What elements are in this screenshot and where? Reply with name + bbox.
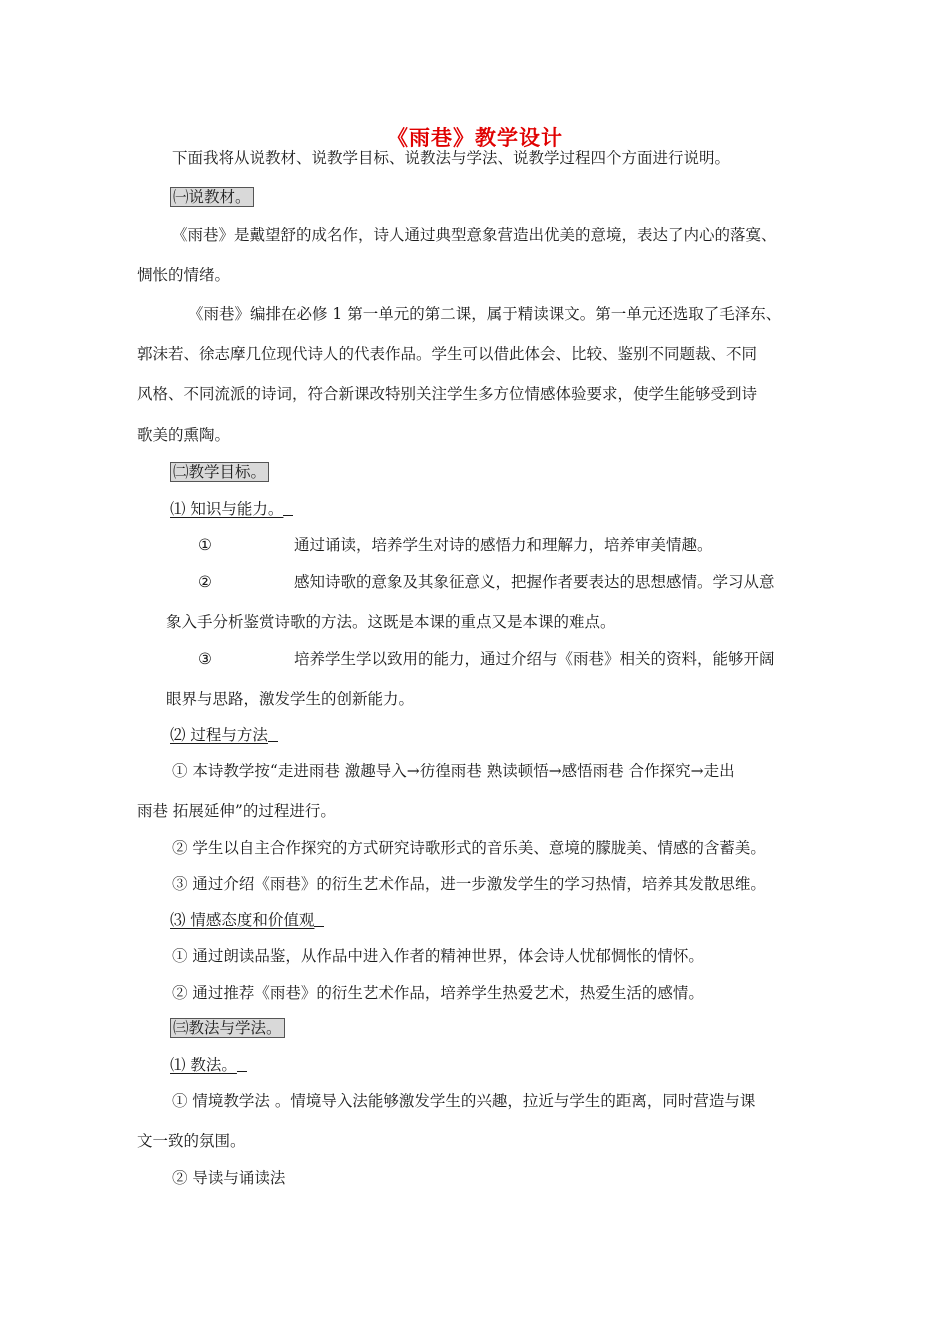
subheading-process: ⑵ 过程与方法: [170, 725, 278, 745]
paragraph-line: 歌美的熏陶。: [137, 426, 231, 444]
section-heading-methods-label: ㈢教法与学法。: [170, 1018, 285, 1038]
list-item: ③ 通过介绍《雨巷》的衍生艺术作品，进一步激发学生的学习热情，培养其发散思维。: [172, 875, 766, 893]
section-heading-textbook-label: ㈠说教材。: [170, 187, 254, 207]
list-item: ① 本诗教学按“走进雨巷 激趣导入→彷徨雨巷 熟读顿悟→感悟雨巷 合作探究→走出: [172, 762, 735, 780]
subheading-emotion: ⑶ 情感态度和价值观: [170, 910, 324, 930]
list-item: ③ 培养学生学以致用的能力，通过介绍与《雨巷》相关的资料，能够开阔: [198, 650, 775, 668]
subheading-teaching-method: ⑴ 教法。: [170, 1055, 247, 1075]
list-item-continuation: 象入手分析鉴赏诗歌的方法。这既是本课的重点又是本课的难点。: [166, 613, 616, 631]
list-item: ② 感知诗歌的意象及其象征意义，把握作者要表达的思想感情。学习从意: [198, 573, 775, 591]
list-item-continuation: 文一致的氛围。: [137, 1132, 246, 1150]
section-heading-objectives-label: ㈡教学目标。: [170, 462, 269, 482]
list-item-continuation: 雨巷 拓展延伸”的过程进行。: [137, 802, 336, 820]
paragraph-line: 郭沫若、徐志摩几位现代诗人的代表作品。学生可以借此体会、比较、鉴别不同题裁、不同: [137, 345, 758, 363]
document-title: 《雨巷》教学设计: [387, 125, 563, 150]
subheading-knowledge: ⑴ 知识与能力。: [170, 499, 293, 519]
section-heading-objectives: [170, 462, 269, 482]
list-item-continuation: 眼界与思路，激发学生的创新能力。: [166, 690, 415, 708]
list-item: ① 通过朗读品鉴，从作品中进入作者的精神世界，体会诗人忧郁惆怅的情怀。: [172, 947, 704, 965]
list-item: ① 通过诵读，培养学生对诗的感悟力和理解力，培养审美情趣。: [198, 536, 713, 554]
list-item: ② 学生以自主合作探究的方式研究诗歌形式的音乐美、意境的朦胧美、情感的含蓄美。: [172, 839, 766, 857]
list-item: ② 通过推荐《雨巷》的衍生艺术作品，培养学生热爱艺术，热爱生活的感情。: [172, 984, 704, 1002]
section-heading-textbook: [170, 187, 254, 207]
section-heading-methods: [170, 1018, 285, 1038]
paragraph-line: 《雨巷》编排在必修 1 第一单元的第二课，属于精读课文。第一单元还选取了毛泽东、: [188, 305, 782, 323]
list-item: ② 导读与诵读法: [172, 1169, 286, 1187]
intro-paragraph: 下面我将从说教材、说教学目标、说教法与学法、说教学过程四个方面进行说明。: [172, 149, 731, 167]
list-item: ① 情境教学法 。情境导入法能够激发学生的兴趣，拉近与学生的距离，同时营造与课: [172, 1092, 756, 1110]
paragraph-line: 风格、不同流派的诗词，符合新课改特别关注学生多方位情感体验要求，使学生能够受到诗: [137, 385, 758, 403]
paragraph-line: 《雨巷》是戴望舒的成名作，诗人通过典型意象营造出优美的意境，表达了内心的落寞、: [172, 226, 777, 244]
paragraph-line: 惆怅的情绪。: [137, 266, 231, 284]
